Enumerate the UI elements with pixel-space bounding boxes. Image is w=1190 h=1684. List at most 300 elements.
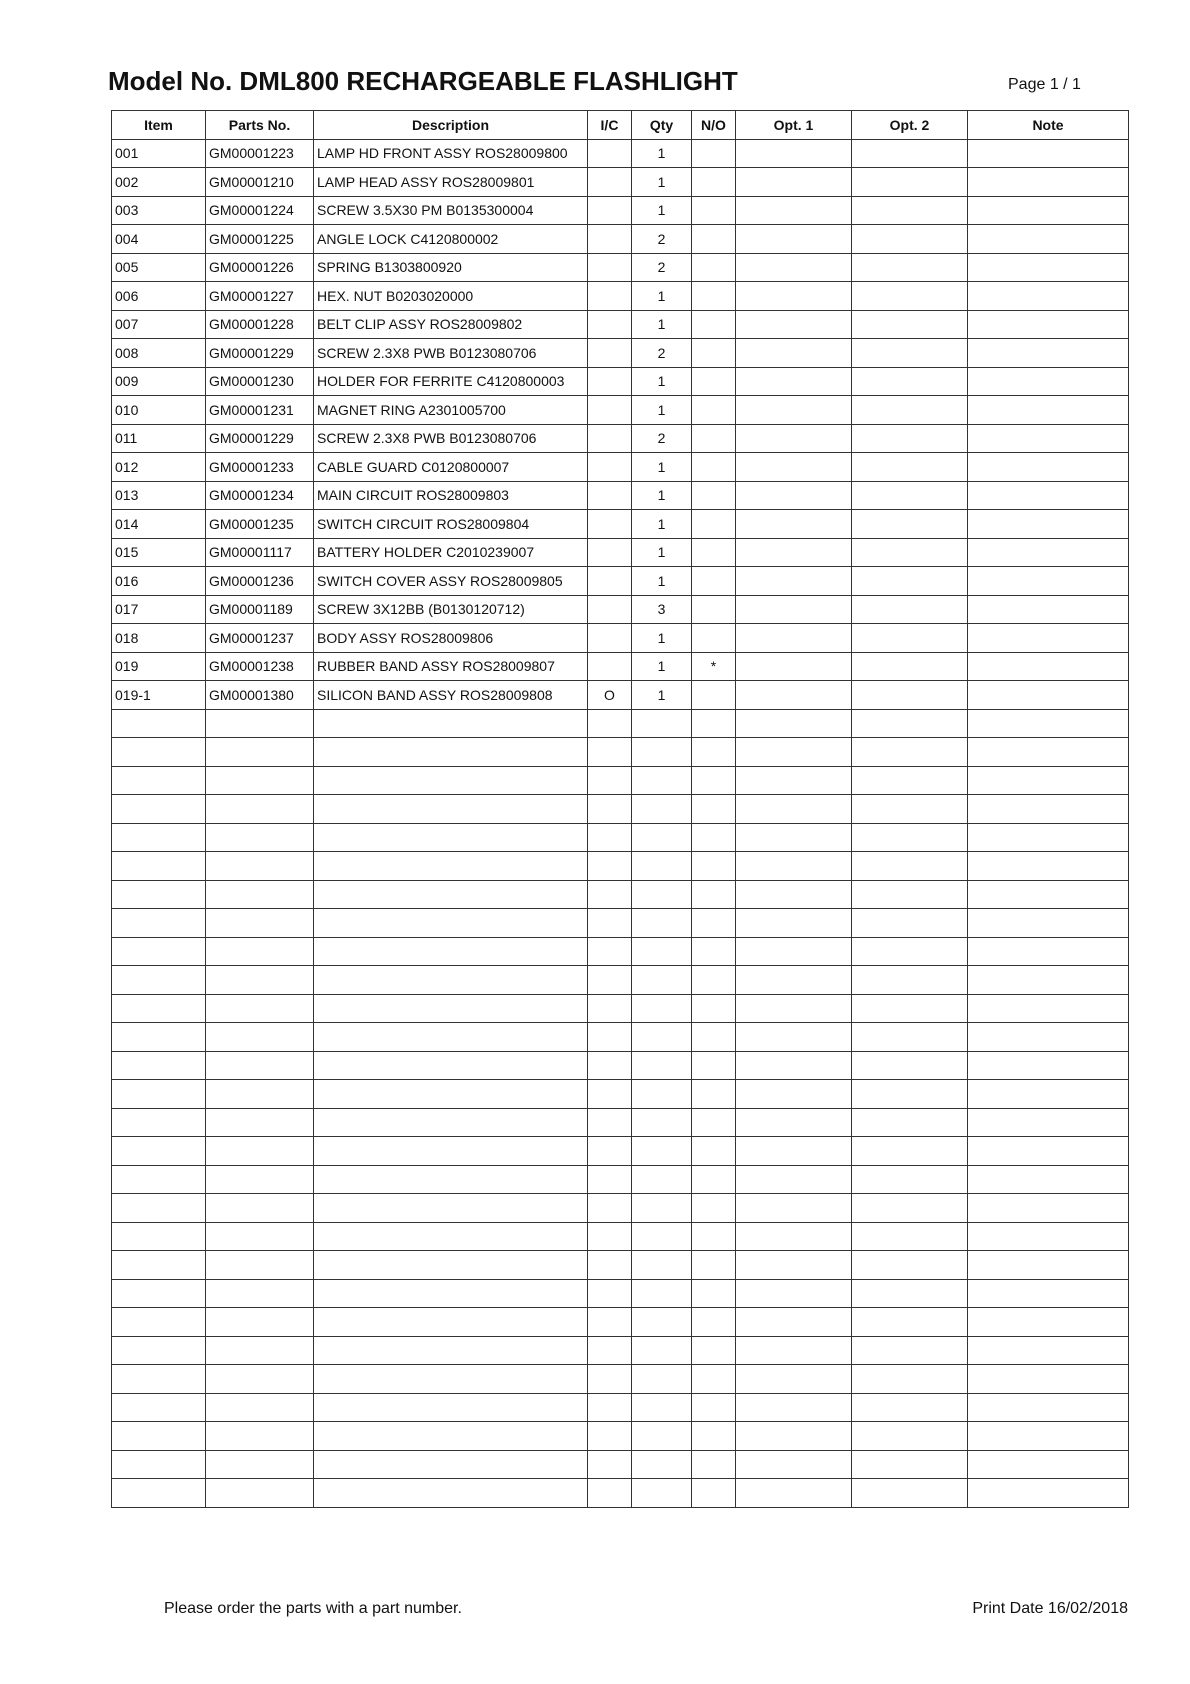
- table-row: [112, 909, 1129, 938]
- cell-item: 013: [112, 481, 206, 510]
- table-row: [112, 1137, 1129, 1166]
- cell-description: BELT CLIP ASSY ROS28009802: [314, 310, 588, 339]
- cell-note: [968, 339, 1129, 368]
- cell-opt2: [852, 339, 968, 368]
- cell-ic: [588, 1108, 632, 1137]
- cell-description: LAMP HD FRONT ASSY ROS28009800: [314, 139, 588, 168]
- cell-note: [968, 510, 1129, 539]
- cell-item: 006: [112, 282, 206, 311]
- cell-parts-no: [206, 795, 314, 824]
- cell-opt2: [852, 1194, 968, 1223]
- table-row: [112, 1479, 1129, 1508]
- cell-ic: [588, 1080, 632, 1109]
- cell-opt1: [736, 994, 852, 1023]
- cell-description: [314, 937, 588, 966]
- cell-no: [692, 823, 736, 852]
- cell-opt2: [852, 424, 968, 453]
- cell-item: [112, 937, 206, 966]
- cell-no: [692, 681, 736, 710]
- cell-no: [692, 567, 736, 596]
- cell-opt2: [852, 282, 968, 311]
- cell-description: [314, 709, 588, 738]
- cell-qty: [632, 1393, 692, 1422]
- cell-opt2: [852, 909, 968, 938]
- cell-qty: [632, 880, 692, 909]
- cell-qty: [632, 966, 692, 995]
- table-row: [112, 1393, 1129, 1422]
- cell-description: [314, 738, 588, 767]
- cell-parts-no: GM00001236: [206, 567, 314, 596]
- cell-ic: [588, 1251, 632, 1280]
- table-row: [112, 1450, 1129, 1479]
- cell-note: [968, 1108, 1129, 1137]
- cell-item: [112, 1251, 206, 1280]
- cell-qty: [632, 738, 692, 767]
- cell-note: [968, 1165, 1129, 1194]
- cell-no: [692, 852, 736, 881]
- table-row: [112, 937, 1129, 966]
- cell-description: [314, 823, 588, 852]
- cell-description: [314, 1279, 588, 1308]
- cell-ic: [588, 481, 632, 510]
- cell-description: [314, 1222, 588, 1251]
- cell-opt2: [852, 1251, 968, 1280]
- cell-description: MAIN CIRCUIT ROS28009803: [314, 481, 588, 510]
- cell-parts-no: [206, 1479, 314, 1508]
- table-row: [112, 595, 1129, 624]
- cell-note: [968, 310, 1129, 339]
- cell-description: [314, 1165, 588, 1194]
- table-row: [112, 1165, 1129, 1194]
- cell-opt2: [852, 253, 968, 282]
- cell-opt2: [852, 1023, 968, 1052]
- cell-no: [692, 481, 736, 510]
- cell-qty: [632, 1194, 692, 1223]
- table-row: [112, 994, 1129, 1023]
- cell-parts-no: [206, 1165, 314, 1194]
- cell-item: [112, 966, 206, 995]
- cell-no: [692, 510, 736, 539]
- cell-opt2: [852, 852, 968, 881]
- cell-qty: 1: [632, 510, 692, 539]
- cell-no: [692, 196, 736, 225]
- cell-description: ANGLE LOCK C4120800002: [314, 225, 588, 254]
- cell-note: [968, 1450, 1129, 1479]
- cell-qty: [632, 994, 692, 1023]
- cell-ic: [588, 766, 632, 795]
- cell-opt2: [852, 880, 968, 909]
- cell-opt2: [852, 1450, 968, 1479]
- column-header-description: Description: [314, 111, 588, 140]
- cell-item: [112, 1051, 206, 1080]
- table-row: [112, 1336, 1129, 1365]
- cell-description: SCREW 3X12BB (B0130120712): [314, 595, 588, 624]
- cell-ic: [588, 1137, 632, 1166]
- table-row: [112, 795, 1129, 824]
- cell-ic: [588, 139, 632, 168]
- cell-no: [692, 538, 736, 567]
- cell-description: SWITCH COVER ASSY ROS28009805: [314, 567, 588, 596]
- cell-description: [314, 766, 588, 795]
- table-row: [112, 1222, 1129, 1251]
- cell-note: [968, 1251, 1129, 1280]
- cell-opt1: [736, 852, 852, 881]
- cell-description: [314, 1251, 588, 1280]
- cell-opt1: [736, 595, 852, 624]
- cell-parts-no: [206, 1051, 314, 1080]
- cell-qty: 1: [632, 168, 692, 197]
- cell-note: [968, 1336, 1129, 1365]
- cell-item: [112, 1450, 206, 1479]
- cell-opt1: [736, 1422, 852, 1451]
- cell-description: [314, 1422, 588, 1451]
- cell-opt1: [736, 453, 852, 482]
- cell-parts-no: [206, 1308, 314, 1337]
- cell-qty: 1: [632, 453, 692, 482]
- table-row: [112, 1194, 1129, 1223]
- table-row: [112, 738, 1129, 767]
- cell-item: 003: [112, 196, 206, 225]
- cell-note: [968, 966, 1129, 995]
- cell-item: [112, 1308, 206, 1337]
- cell-item: [112, 1080, 206, 1109]
- cell-qty: [632, 937, 692, 966]
- table-row: [112, 652, 1129, 681]
- table-row: [112, 1080, 1129, 1109]
- cell-opt2: [852, 453, 968, 482]
- table-body: [112, 139, 1129, 1507]
- cell-note: [968, 766, 1129, 795]
- cell-description: SPRING B1303800920: [314, 253, 588, 282]
- cell-ic: [588, 339, 632, 368]
- cell-description: [314, 1137, 588, 1166]
- cell-no: [692, 1336, 736, 1365]
- cell-no: [692, 1308, 736, 1337]
- cell-parts-no: GM00001223: [206, 139, 314, 168]
- cell-parts-no: GM00001226: [206, 253, 314, 282]
- cell-qty: 2: [632, 339, 692, 368]
- column-header-ic: I/C: [588, 111, 632, 140]
- cell-parts-no: [206, 1279, 314, 1308]
- cell-ic: [588, 880, 632, 909]
- cell-ic: [588, 538, 632, 567]
- cell-parts-no: GM00001117: [206, 538, 314, 567]
- cell-parts-no: [206, 1137, 314, 1166]
- cell-opt2: [852, 1165, 968, 1194]
- cell-opt1: [736, 196, 852, 225]
- cell-note: [968, 652, 1129, 681]
- cell-opt2: [852, 937, 968, 966]
- cell-item: 011: [112, 424, 206, 453]
- cell-note: [968, 1479, 1129, 1508]
- table-row: [112, 424, 1129, 453]
- table-row: [112, 823, 1129, 852]
- cell-ic: [588, 1222, 632, 1251]
- table-row: [112, 253, 1129, 282]
- cell-no: [692, 1479, 736, 1508]
- cell-qty: 1: [632, 624, 692, 653]
- cell-description: [314, 880, 588, 909]
- table-row: [112, 681, 1129, 710]
- cell-parts-no: GM00001224: [206, 196, 314, 225]
- cell-opt1: [736, 510, 852, 539]
- cell-opt2: [852, 1080, 968, 1109]
- cell-description: LAMP HEAD ASSY ROS28009801: [314, 168, 588, 197]
- cell-qty: [632, 852, 692, 881]
- cell-opt1: [736, 1279, 852, 1308]
- cell-no: [692, 1393, 736, 1422]
- table-row: [112, 1251, 1129, 1280]
- cell-qty: [632, 823, 692, 852]
- cell-opt2: [852, 1422, 968, 1451]
- cell-note: [968, 880, 1129, 909]
- cell-no: [692, 310, 736, 339]
- cell-note: [968, 738, 1129, 767]
- cell-note: [968, 1023, 1129, 1052]
- cell-ic: [588, 1422, 632, 1451]
- cell-note: [968, 567, 1129, 596]
- cell-item: 009: [112, 367, 206, 396]
- cell-opt2: [852, 1051, 968, 1080]
- cell-item: [112, 1165, 206, 1194]
- table-row: [112, 339, 1129, 368]
- cell-note: [968, 1051, 1129, 1080]
- cell-opt1: [736, 795, 852, 824]
- cell-opt2: [852, 738, 968, 767]
- cell-note: [968, 852, 1129, 881]
- cell-ic: [588, 966, 632, 995]
- table-row: [112, 766, 1129, 795]
- cell-no: [692, 595, 736, 624]
- cell-opt2: [852, 1393, 968, 1422]
- cell-opt2: [852, 709, 968, 738]
- cell-qty: 1: [632, 196, 692, 225]
- cell-ic: [588, 994, 632, 1023]
- cell-ic: [588, 1194, 632, 1223]
- table-row: [112, 880, 1129, 909]
- cell-no: [692, 424, 736, 453]
- table-row: [112, 168, 1129, 197]
- cell-opt2: [852, 510, 968, 539]
- cell-opt1: [736, 225, 852, 254]
- cell-ic: [588, 909, 632, 938]
- cell-opt2: [852, 681, 968, 710]
- cell-description: [314, 1479, 588, 1508]
- cell-opt1: [736, 681, 852, 710]
- cell-item: 018: [112, 624, 206, 653]
- cell-item: [112, 852, 206, 881]
- cell-ic: [588, 1051, 632, 1080]
- cell-parts-no: GM00001235: [206, 510, 314, 539]
- cell-qty: [632, 1051, 692, 1080]
- cell-note: [968, 909, 1129, 938]
- cell-parts-no: [206, 880, 314, 909]
- cell-opt1: [736, 139, 852, 168]
- cell-item: 007: [112, 310, 206, 339]
- cell-opt1: [736, 624, 852, 653]
- table-row: [112, 538, 1129, 567]
- cell-parts-no: GM00001237: [206, 624, 314, 653]
- cell-note: [968, 1393, 1129, 1422]
- cell-parts-no: GM00001225: [206, 225, 314, 254]
- cell-opt2: [852, 1108, 968, 1137]
- table-row: [112, 196, 1129, 225]
- cell-item: [112, 1279, 206, 1308]
- cell-note: [968, 709, 1129, 738]
- cell-description: SILICON BAND ASSY ROS28009808: [314, 681, 588, 710]
- cell-item: [112, 1422, 206, 1451]
- cell-opt2: [852, 139, 968, 168]
- cell-item: [112, 909, 206, 938]
- cell-qty: [632, 1165, 692, 1194]
- cell-opt2: [852, 196, 968, 225]
- cell-ic: [588, 1336, 632, 1365]
- cell-opt1: [736, 1251, 852, 1280]
- cell-opt1: [736, 1393, 852, 1422]
- cell-no: [692, 453, 736, 482]
- cell-parts-no: [206, 823, 314, 852]
- cell-note: [968, 481, 1129, 510]
- cell-description: SCREW 2.3X8 PWB B0123080706: [314, 424, 588, 453]
- cell-note: [968, 282, 1129, 311]
- cell-qty: 1: [632, 282, 692, 311]
- cell-no: [692, 1051, 736, 1080]
- cell-description: [314, 1308, 588, 1337]
- cell-parts-no: GM00001230: [206, 367, 314, 396]
- cell-opt1: [736, 1165, 852, 1194]
- cell-no: [692, 1422, 736, 1451]
- cell-no: [692, 1165, 736, 1194]
- cell-opt1: [736, 1194, 852, 1223]
- cell-description: [314, 1365, 588, 1394]
- cell-note: [968, 396, 1129, 425]
- cell-qty: 2: [632, 253, 692, 282]
- cell-note: [968, 624, 1129, 653]
- cell-ic: [588, 282, 632, 311]
- cell-ic: [588, 709, 632, 738]
- cell-parts-no: [206, 1023, 314, 1052]
- cell-qty: [632, 1336, 692, 1365]
- cell-opt2: [852, 225, 968, 254]
- cell-note: [968, 139, 1129, 168]
- cell-ic: [588, 1165, 632, 1194]
- cell-parts-no: [206, 1080, 314, 1109]
- cell-opt2: [852, 1336, 968, 1365]
- cell-item: [112, 880, 206, 909]
- cell-parts-no: [206, 1450, 314, 1479]
- cell-item: 014: [112, 510, 206, 539]
- cell-opt1: [736, 1336, 852, 1365]
- cell-no: [692, 766, 736, 795]
- cell-ic: [588, 567, 632, 596]
- cell-item: [112, 766, 206, 795]
- cell-note: [968, 196, 1129, 225]
- cell-no: [692, 937, 736, 966]
- cell-parts-no: GM00001234: [206, 481, 314, 510]
- cell-parts-no: [206, 1194, 314, 1223]
- cell-ic: [588, 1393, 632, 1422]
- cell-ic: [588, 738, 632, 767]
- cell-no: [692, 1080, 736, 1109]
- cell-opt2: [852, 168, 968, 197]
- cell-description: HEX. NUT B0203020000: [314, 282, 588, 311]
- cell-opt1: [736, 1308, 852, 1337]
- table-row: [112, 709, 1129, 738]
- cell-item: 004: [112, 225, 206, 254]
- cell-opt1: [736, 567, 852, 596]
- cell-qty: [632, 1080, 692, 1109]
- page-title: Model No. DML800 RECHARGEABLE FLASHLIGHT: [108, 66, 738, 96]
- table-row: [112, 852, 1129, 881]
- cell-parts-no: GM00001210: [206, 168, 314, 197]
- cell-no: [692, 1137, 736, 1166]
- cell-note: [968, 1137, 1129, 1166]
- table-header-row: [112, 111, 1129, 140]
- cell-opt2: [852, 823, 968, 852]
- cell-opt1: [736, 1080, 852, 1109]
- cell-qty: [632, 1023, 692, 1052]
- cell-item: [112, 1023, 206, 1052]
- cell-note: [968, 595, 1129, 624]
- cell-description: BODY ASSY ROS28009806: [314, 624, 588, 653]
- cell-item: [112, 994, 206, 1023]
- cell-qty: [632, 795, 692, 824]
- cell-no: [692, 1023, 736, 1052]
- cell-qty: [632, 1108, 692, 1137]
- table-row: [112, 396, 1129, 425]
- cell-ic: [588, 652, 632, 681]
- cell-qty: [632, 1251, 692, 1280]
- cell-parts-no: [206, 1422, 314, 1451]
- cell-opt1: [736, 738, 852, 767]
- cell-qty: [632, 1365, 692, 1394]
- cell-note: [968, 1308, 1129, 1337]
- cell-note: [968, 795, 1129, 824]
- cell-qty: 1: [632, 139, 692, 168]
- cell-opt1: [736, 1365, 852, 1394]
- column-header-no: N/O: [692, 111, 736, 140]
- cell-description: [314, 994, 588, 1023]
- cell-opt2: [852, 1279, 968, 1308]
- cell-qty: [632, 909, 692, 938]
- cell-note: [968, 1422, 1129, 1451]
- cell-item: 005: [112, 253, 206, 282]
- cell-note: [968, 994, 1129, 1023]
- cell-ic: [588, 795, 632, 824]
- cell-note: [968, 1080, 1129, 1109]
- cell-parts-no: [206, 852, 314, 881]
- table-row: [112, 1279, 1129, 1308]
- cell-opt1: [736, 909, 852, 938]
- cell-parts-no: [206, 966, 314, 995]
- cell-qty: [632, 1450, 692, 1479]
- cell-qty: 2: [632, 225, 692, 254]
- cell-ic: [588, 624, 632, 653]
- cell-opt1: [736, 481, 852, 510]
- cell-no: [692, 396, 736, 425]
- cell-opt1: [736, 1137, 852, 1166]
- cell-opt2: [852, 624, 968, 653]
- cell-note: [968, 681, 1129, 710]
- cell-qty: 1: [632, 567, 692, 596]
- cell-opt1: [736, 1023, 852, 1052]
- cell-item: [112, 1137, 206, 1166]
- cell-opt1: [736, 253, 852, 282]
- cell-parts-no: GM00001228: [206, 310, 314, 339]
- cell-opt2: [852, 1365, 968, 1394]
- cell-opt2: [852, 396, 968, 425]
- cell-qty: [632, 766, 692, 795]
